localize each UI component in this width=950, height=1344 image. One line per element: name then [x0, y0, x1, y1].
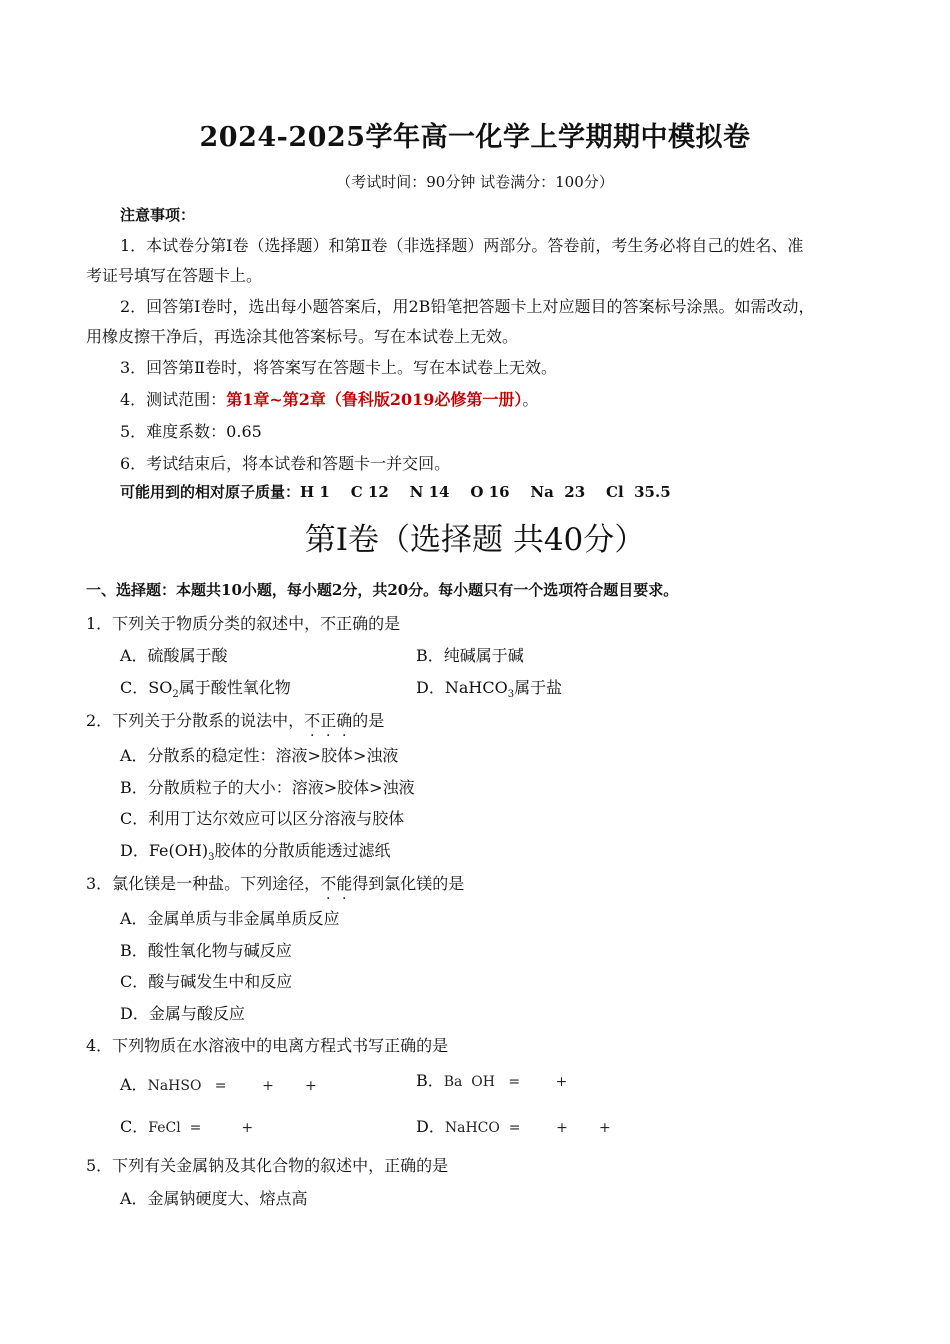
- q2-stem: [86, 708, 384, 731]
- q4-option-a-label: A．: [120, 1075, 148, 1094]
- notice-item-1-line-2: 考证号填写在答题卡上。: [86, 266, 263, 285]
- q5-option-a: A．金属钠硬度大、熔点高: [120, 1189, 308, 1208]
- q3-option-b: B．酸性氧化物与碱反应: [120, 941, 292, 960]
- notice-item-2-line-1: 2．回答第Ⅰ卷时，选出每小题答案后，用2B铅笔把答题卡上对应题目的答案标号涂黑。如需改动，: [120, 297, 815, 316]
- notice-item-4: [120, 387, 538, 410]
- q3-stem-pre: 3．氯化镁是一种盐。下列途径，: [86, 874, 321, 893]
- q4-option-d: [416, 1114, 611, 1137]
- q2-option-d-sub: 3: [208, 852, 215, 864]
- atomic-masses: 可能用到的相对原子质量：H 1 C 12 N 14 O 16 Na 23 Cl 35.5: [120, 483, 671, 501]
- q4-stem: 4．下列物质在水溶液中的电离方程式书写正确的是: [86, 1036, 449, 1055]
- q1-stem: 1．下列关于物质分类的叙述中，不正确的是: [86, 614, 401, 633]
- q1-option-c-sub: 2: [172, 689, 179, 701]
- section-title: 第Ⅰ卷（选择题 共40分）: [304, 522, 646, 558]
- q2-option-a: A．分散系的稳定性：溶液>胶体>浊液: [120, 746, 399, 765]
- q5-stem: 5．下列有关金属钠及其化合物的叙述中，正确的是: [86, 1156, 449, 1175]
- q4-option-a: [120, 1072, 317, 1095]
- q3-stem-post: 得到氯化镁的是: [352, 874, 465, 893]
- q1-option-c-pre: C．SO: [120, 678, 173, 697]
- notice-item-5: 5．难度系数：0.65: [120, 422, 262, 441]
- notice-item-1-line-1: 1．本试卷分第Ⅰ卷（选择题）和第Ⅱ卷（非选择题）两部分。答卷前，考生务必将自己的姓名、准: [120, 236, 804, 255]
- q1-option-a: A．硫酸属于酸: [120, 646, 228, 665]
- q1-option-c: [120, 675, 291, 700]
- notice-item-4-prefix: 4．测试范围：: [120, 390, 227, 409]
- q4-option-b-equation: Ba OH = +: [443, 1074, 568, 1090]
- q2-option-c: C．利用丁达尔效应可以区分溶液与胶体: [120, 809, 405, 828]
- exam-title: 2024-2025学年高一化学上学期期中模拟卷: [199, 122, 751, 153]
- q2-option-d: [120, 838, 390, 863]
- q2-stem-post: 的是: [352, 711, 385, 730]
- q1-option-d: [416, 675, 562, 700]
- q3-option-a: A．金属单质与非金属单质反应: [120, 909, 340, 928]
- q3-option-d: D．金属与酸反应: [120, 1004, 245, 1023]
- q3-stem-emph-1: 不: [320, 874, 337, 893]
- q4-option-a-equation: NaHSO = + +: [147, 1078, 317, 1094]
- q4-option-c: [120, 1114, 253, 1137]
- notice-item-4-range: 第1章~第2章（鲁科版2019必修第一册）: [226, 390, 523, 409]
- q2-option-d-pre: D．Fe(OH): [120, 841, 209, 860]
- q3-stem: [86, 871, 464, 894]
- notice-item-4-suffix: 。: [522, 390, 539, 409]
- notice-item-3: 3．回答第Ⅱ卷时，将答案写在答题卡上。写在本试卷上无效。: [120, 358, 558, 377]
- q3-option-c: C．酸与碱发生中和反应: [120, 972, 293, 991]
- q1-option-d-post: 属于盐: [514, 678, 563, 697]
- q4-option-c-label: C．: [120, 1117, 149, 1136]
- q1-option-b: B．纯碱属于碱: [416, 646, 524, 665]
- q3-stem-emph-2: 能: [336, 874, 353, 893]
- q2-stem-emph-3: 确: [336, 711, 353, 730]
- notice-heading: 注意事项：: [120, 206, 196, 224]
- q4-option-c-equation: FeCl = +: [148, 1120, 254, 1136]
- notice-item-2-line-2: 用橡皮擦干净后，再选涂其他答案标号。写在本试卷上无效。: [86, 327, 519, 346]
- q2-stem-pre: 2．下列关于分散系的说法中，: [86, 711, 305, 730]
- q1-option-d-sub: 3: [507, 689, 515, 701]
- notice-item-6: 6．考试结束后，将本试卷和答题卡一并交回。: [120, 454, 451, 473]
- q2-stem-emph-1: 不: [304, 711, 321, 730]
- q2-option-b: B．分散质粒子的大小：溶液>胶体>浊液: [120, 778, 415, 797]
- q2-stem-emph-2: 正: [320, 711, 337, 730]
- q4-option-b: [416, 1068, 567, 1091]
- q4-option-b-label: B．: [416, 1071, 444, 1090]
- q4-option-d-label: D．: [416, 1117, 445, 1136]
- exam-subtitle: （考试时间：90分钟 试卷满分：100分）: [336, 173, 614, 191]
- q4-option-d-equation: NaHCO = + +: [444, 1120, 611, 1136]
- section-instructions: 一、选择题：本题共10小题，每小题2分，共20分。每小题只有一个选项符合题目要求。: [86, 581, 679, 599]
- q2-option-d-post: 胶体的分散质能透过滤纸: [214, 841, 391, 860]
- q1-option-c-post: 属于酸性氧化物: [178, 678, 291, 697]
- q1-option-d-pre: D．NaHCO: [416, 678, 508, 697]
